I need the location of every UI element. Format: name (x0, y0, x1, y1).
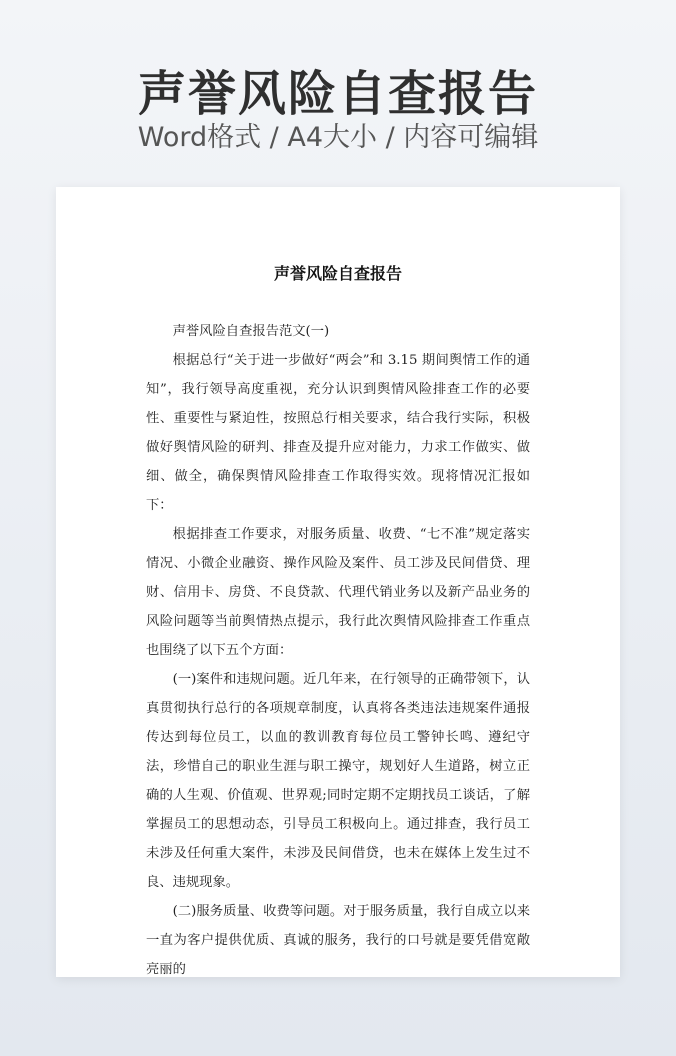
paragraph-intro: 根据总行“关于进一步做好“两会”和 3.15 期间舆情工作的通知”，我行领导高度重视，充分认识到舆情风险排查工作的必要性、重要性与紧迫性，按照总行相关要求，结合我行实际，积极做好舆情风险的研判、排查及提升应对能力，力求工作做实、做细、做全，确保舆情风险排查工作取得实效。现将情况汇报如下： (146, 353, 530, 513)
banner-title: 声誉风险自查报告 (137, 66, 538, 122)
document-title: 声誉风险自查报告 (273, 264, 402, 283)
paragraph-service: (二)服务质量、收费等问题。对于服务质量，我行自成立以来一直为客户提供优质、真诚的服务，我行的口号就是要凭借宽敞亮丽的 (146, 904, 530, 977)
document-page (56, 187, 620, 977)
paragraph-cases: (一)案件和违规问题。近几年来，在行领导的正确带领下，认真贯彻执行总行的各项规章制度，认真将各类违法违规案件通报传达到每位员工，以血的教训教育每位员工警钟长鸣、遵纪守法，珍惜自己的职业生涯与职工操守，规划好人生道路，树立正确的人生观、价值观、世界观;同时定期不定期找员工谈话，了解掌握员工的思想动态，引导员工积极向上。通过排查，我行员工未涉及任何重大案件，未涉及民间借贷，也未在媒体上发生过不良、违规现象。 (146, 672, 530, 890)
paragraph-heading: 声誉风险自查报告范文(一) (172, 324, 330, 339)
document-body (146, 317, 530, 984)
paragraph-scope: 根据排查工作要求，对服务质量、收费、“七不准”规定落实情况、小微企业融资、操作风险及案件、员工涉及民间借贷、理财、信用卡、房贷、不良贷款、代理代销业务以及新产品业务的风险问题等当前舆情热点提示，我行此次舆情风险排查工作重点也围绕了以下五个方面： (146, 527, 530, 658)
banner-subtitle: Word格式 / A4大小 / 内容可编辑 (137, 122, 539, 153)
